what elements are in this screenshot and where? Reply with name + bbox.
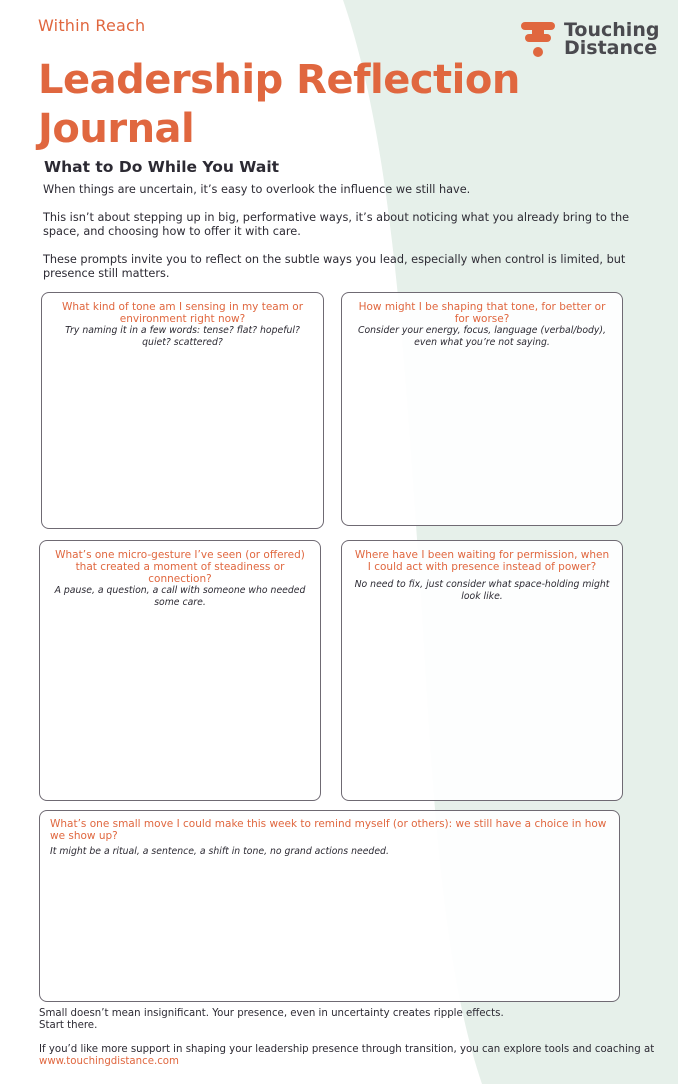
intro-paragraph-1: When things are uncertain, it’s easy to overlook the influence we still have.	[43, 183, 471, 196]
prompt-hint: A pause, a question, a call with someone who needed some care.	[54, 585, 306, 608]
prompt-question: What’s one micro-gesture I’ve seen (or offered) that created a moment of steadiness or connection?	[55, 549, 305, 585]
prompt-question: Where have I been waiting for permission, when I could act with presence instead of power?	[354, 549, 610, 573]
prompt-hint: Consider your energy, focus, language (verbal/body), even what you’re not saying.	[357, 325, 607, 348]
intro-paragraph-3: These prompts invite you to reflect on the subtle ways you lead, especially when control is limited, but presence still matters.	[43, 253, 626, 280]
brand-within-reach: Within Reach	[38, 16, 146, 35]
title-line-1: Leadership Reflection	[38, 57, 520, 103]
footer-support	[39, 1044, 659, 1068]
prompt-box-tone[interactable]	[41, 292, 324, 529]
logo-mark-icon	[520, 19, 556, 61]
prompt-box-shaping[interactable]	[341, 292, 623, 526]
logo-line-1: Touching	[564, 19, 660, 41]
prompt-box-micro-gesture[interactable]	[39, 540, 321, 801]
intro-paragraph-2: This isn’t about stepping up in big, performative ways, it’s about noticing what you already bring to the space, and choosing how to offer it with care.	[43, 211, 630, 238]
prompt-box-small-move[interactable]	[39, 810, 620, 1002]
prompt-question: What’s one small move I could make this week to remind myself (or others): we still have a choice in how we show up?	[50, 818, 607, 842]
touching-distance-logo	[520, 19, 659, 61]
footer-line-3: If you’d like more support in shaping your leadership presence through transition, you can explore tools and coaching at	[39, 1044, 655, 1055]
page-title	[38, 56, 538, 154]
logo-line-2: Distance	[564, 37, 658, 59]
footer-line-1: Small doesn’t mean insignificant. Your presence, even in uncertainty creates ripple effects.	[39, 1008, 504, 1019]
footer-line-2: Start there.	[39, 1020, 98, 1031]
footer-note	[39, 1008, 659, 1032]
prompt-hint: It might be a ritual, a sentence, a shift in tone, no grand actions needed.	[50, 846, 389, 857]
prompt-box-permission[interactable]	[341, 540, 623, 801]
logo-wordmark	[564, 21, 659, 57]
section-subtitle: What to Do While You Wait	[44, 158, 280, 176]
title-line-2: Journal	[38, 106, 195, 152]
prompt-question: What kind of tone am I sensing in my team or environment right now?	[61, 301, 304, 325]
website-link[interactable]: www.touchingdistance.com	[39, 1056, 179, 1067]
prompt-hint: No need to fix, just consider what space-holding might look like.	[354, 579, 610, 602]
prompt-hint: Try naming it in a few words: tense? flat? hopeful? quiet? scattered?	[65, 325, 300, 348]
prompt-question: How might I be shaping that tone, for better or for worse?	[358, 301, 606, 325]
